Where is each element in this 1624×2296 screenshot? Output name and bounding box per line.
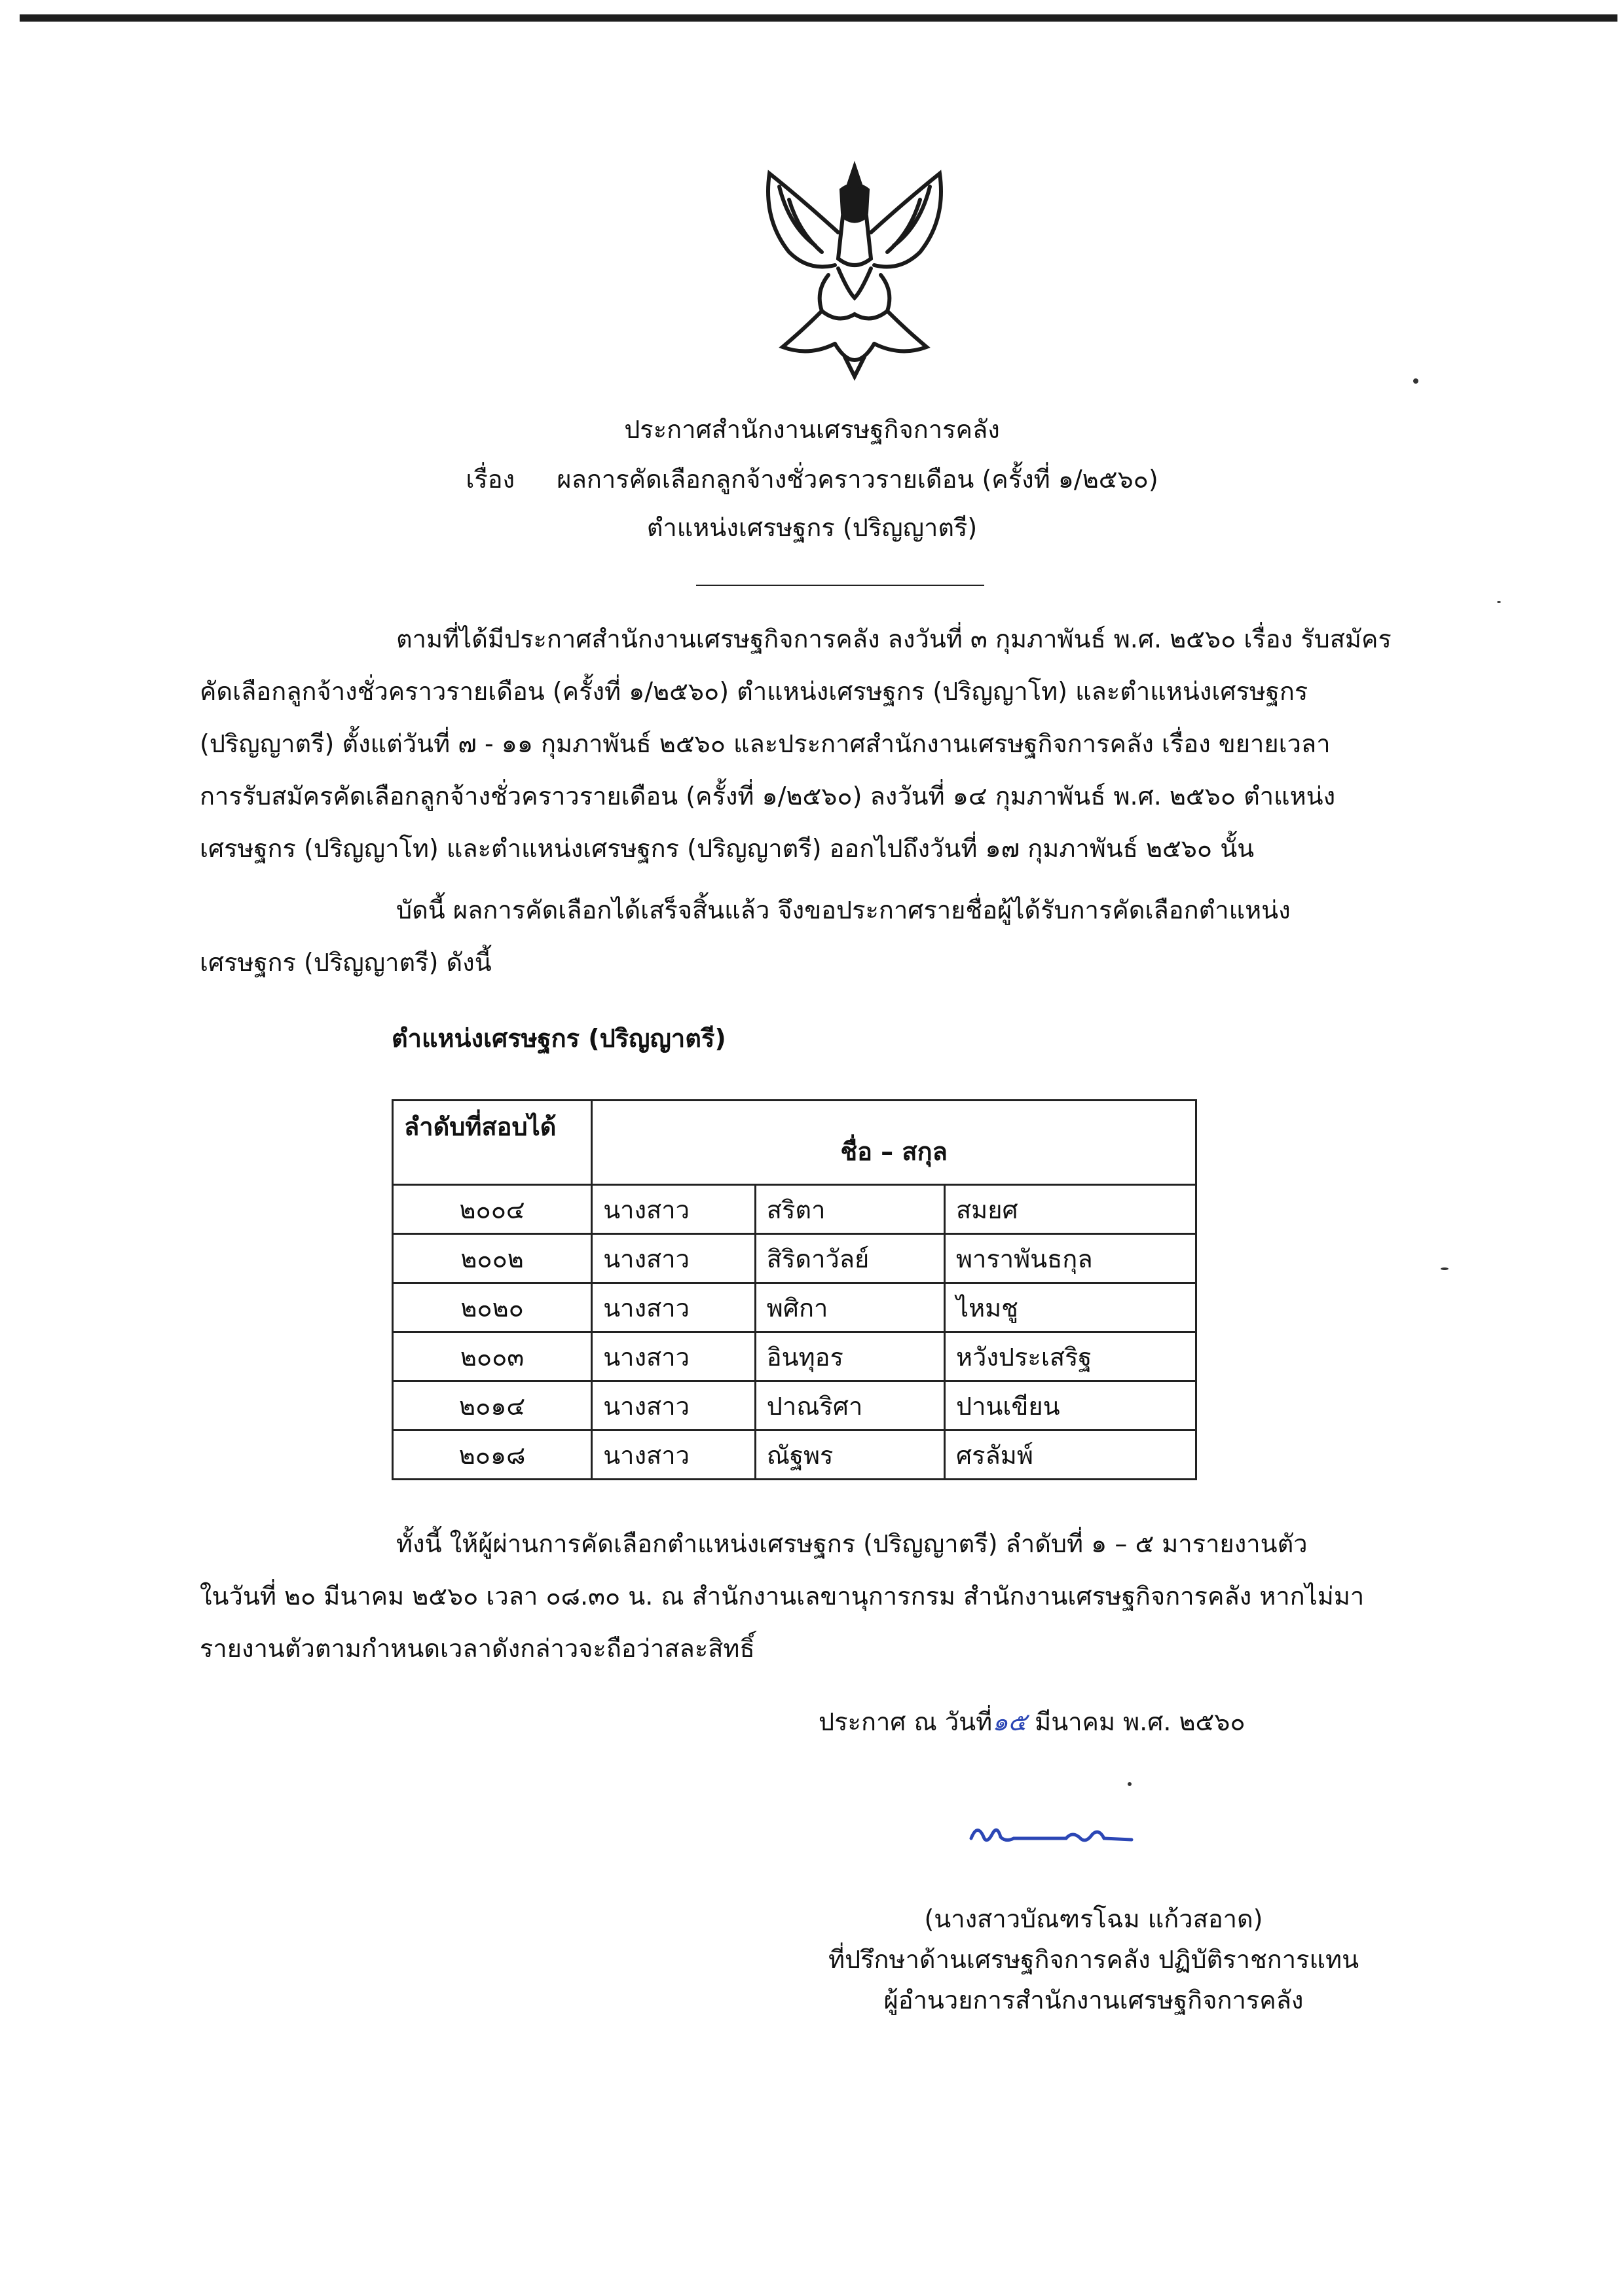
rank-cell: ๒๐๑๔	[393, 1381, 592, 1430]
paragraph-1-line: การรับสมัครคัดเลือกลูกจ้างชั่วคราวรายเดือน (ครั้งที่ ๑/๒๕๖๐) ลงวันที่ ๑๔ กุมภาพันธ์ พ.ศ. ๒๕๖๐ ตำแหน่ง	[200, 782, 1336, 811]
paragraph-1-line: เศรษฐกร (ปริญญาโท) และตำแหน่งเศรษฐกร (ปริญญาตรี) ออกไปถึงวันที่ ๑๗ กุมภาพันธ์ ๒๕๖๐ นั้น	[200, 834, 1255, 863]
first-name-cell: สิริดาวัลย์	[755, 1234, 944, 1283]
rank-column-header: ลำดับที่สอบได้	[393, 1101, 592, 1185]
signatory-title-line-1: ที่ปรึกษาด้านเศรษฐกิจการคลัง ปฏิบัติราชการแทน	[828, 1945, 1359, 1974]
announcement-date	[819, 1696, 1246, 1748]
table-row	[393, 1234, 1196, 1283]
paragraph-1-line: คัดเลือกลูกจ้างชั่วคราวรายเดือน (ครั้งที่ ๑/๒๕๖๐) ตำแหน่งเศรษฐกร (ปริญญาโท) และตำแหน่งเศรษฐกร	[200, 677, 1308, 706]
top-scan-border	[20, 14, 1617, 22]
scan-speck	[1441, 1267, 1449, 1270]
paragraph-1	[200, 613, 1522, 875]
title-cell: นางสาว	[592, 1283, 756, 1332]
section-heading: ตำแหน่งเศรษฐกร (ปริญญาตรี)	[392, 1024, 726, 1053]
paragraph-2-line: บัดนี้ ผลการคัดเลือกได้เสร็จสิ้นแล้ว จึงขอประกาศรายชื่อผู้ได้รับการคัดเลือกตำแหน่ง	[396, 896, 1291, 924]
paragraph-2	[200, 884, 1522, 989]
date-suffix: มีนาคม พ.ศ. ๒๕๖๐	[1035, 1707, 1246, 1736]
last-name-cell: หวังประเสริฐ	[944, 1332, 1196, 1381]
paragraph-3-line: รายงานตัวตามกำหนดเวลาดังกล่าวจะถือว่าสละสิทธิ์	[200, 1634, 755, 1663]
rank-cell: ๒๐๑๘	[393, 1430, 592, 1480]
rank-cell: ๒๐๐๓	[393, 1332, 592, 1381]
rank-cell: ๒๐๐๒	[393, 1234, 592, 1283]
title-cell: นางสาว	[592, 1185, 756, 1234]
paragraph-3-line: ทั้งนี้ ให้ผู้ผ่านการคัดเลือกตำแหน่งเศรษฐกร (ปริญญาตรี) ลำดับที่ ๑ – ๕ มารายงานตัว	[396, 1529, 1308, 1558]
first-name-cell: ปาณริศา	[755, 1381, 944, 1430]
signatory-name: (นางสาวบัณฑรโฉม แก้วสอาด)	[924, 1904, 1263, 1933]
header-divider	[696, 585, 984, 586]
handwritten-date-day: ๑๕	[992, 1707, 1027, 1736]
last-name-cell: สมยศ	[944, 1185, 1196, 1234]
rank-cell: ๒๐๒๐	[393, 1283, 592, 1332]
table-header-row	[393, 1101, 1196, 1185]
results-table	[392, 1099, 1197, 1480]
last-name-cell: ปานเขียน	[944, 1381, 1196, 1430]
date-prefix: ประกาศ ณ วันที่	[819, 1707, 993, 1736]
title-cell: นางสาว	[592, 1430, 756, 1480]
first-name-cell: ณัฐพร	[755, 1430, 944, 1480]
last-name-cell: ไหมชู	[944, 1283, 1196, 1332]
table-row	[393, 1283, 1196, 1332]
first-name-cell: สริตา	[755, 1185, 944, 1234]
title-cell: นางสาว	[592, 1332, 756, 1381]
handwritten-signature	[968, 1819, 1138, 1851]
announcement-position: ตำแหน่งเศรษฐกร (ปริญญาตรี)	[646, 513, 978, 542]
subject-label: เรื่อง	[466, 465, 515, 494]
announcement-subject-line	[0, 461, 1624, 498]
garuda-emblem-icon	[750, 160, 959, 383]
scan-speck	[1497, 601, 1501, 603]
rank-cell: ๒๐๐๔	[393, 1185, 592, 1234]
scan-speck	[1413, 378, 1418, 384]
paragraph-1-line: (ปริญญาตรี) ตั้งแต่วันที่ ๗ - ๑๑ กุมภาพันธ์ ๒๕๖๐ และประกาศสำนักงานเศรษฐกิจการคลัง เรื่อง ขยายเวลา	[200, 729, 1331, 758]
paragraph-2-line: เศรษฐกร (ปริญญาตรี) ดังนี้	[200, 948, 492, 977]
paragraph-3-line: ในวันที่ ๒๐ มีนาคม ๒๕๖๐ เวลา ๐๘.๓๐ น. ณ สำนักงานเลขานุการกรม สำนักงานเศรษฐกิจการคลัง หากไม่มา	[200, 1582, 1365, 1611]
announcement-title: ประกาศสำนักงานเศรษฐกิจการคลัง	[624, 415, 1000, 444]
table-row	[393, 1332, 1196, 1381]
first-name-cell: อินทุอร	[755, 1332, 944, 1381]
first-name-cell: พศิกา	[755, 1283, 944, 1332]
last-name-cell: ศรลัมพ์	[944, 1430, 1196, 1480]
paragraph-1-line: ตามที่ได้มีประกาศสำนักงานเศรษฐกิจการคลัง ลงวันที่ ๓ กุมภาพันธ์ พ.ศ. ๒๕๖๐ เรื่อง รับสมัคร	[396, 625, 1392, 653]
title-cell: นางสาว	[592, 1234, 756, 1283]
last-name-cell: พาราพันธกุล	[944, 1234, 1196, 1283]
title-cell: นางสาว	[592, 1381, 756, 1430]
paragraph-3	[200, 1518, 1522, 1675]
table-row	[393, 1430, 1196, 1480]
table-row	[393, 1185, 1196, 1234]
table-row	[393, 1381, 1196, 1430]
subject-text: ผลการคัดเลือกลูกจ้างชั่วคราวรายเดือน (ครั้งที่ ๑/๒๕๖๐)	[557, 465, 1158, 494]
scan-speck	[1128, 1782, 1132, 1786]
name-column-header: ชื่อ – สกุล	[592, 1101, 1196, 1185]
signatory-title-line-2: ผู้อำนวยการสำนักงานเศรษฐกิจการคลัง	[883, 1986, 1304, 2014]
